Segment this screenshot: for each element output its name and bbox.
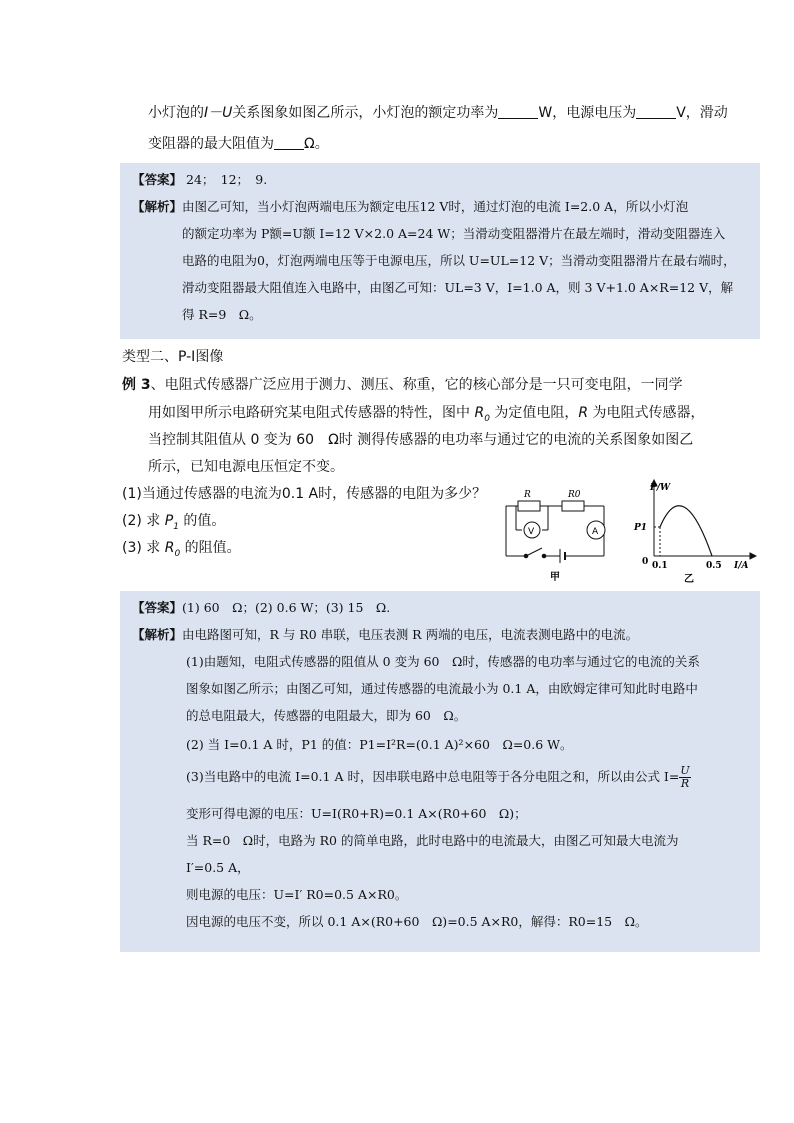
circuit-caption: 甲 — [550, 572, 560, 583]
analysis-2-line-7: 当 R=0 Ω时，电路为 R0 的简单电路，此时电路中的电流最大，由图乙可知最大电流为 — [186, 833, 679, 848]
fraction-denominator: R — [680, 777, 690, 790]
question-text: (3) 求 — [122, 540, 165, 556]
analysis-2-line-0 — [132, 621, 638, 648]
resistor-r0-label: R0 — [568, 490, 581, 500]
answer-label: 【答案】 — [132, 600, 183, 615]
answer-text: (1) 60 Ω；(2) 0.6 W；(3) 15 Ω. — [182, 600, 391, 615]
intro-text: 变阻器的最大阻值为 — [148, 136, 274, 152]
intro-text: 小灯泡的 — [148, 105, 204, 121]
answer-box-2 — [120, 591, 760, 952]
intro-text: 关系图象如图乙所示，小灯泡的额定功率为 — [232, 105, 499, 121]
pi-graph — [632, 478, 757, 586]
analysis-label: 【解析】 — [132, 199, 183, 214]
iu-label: I－U — [204, 105, 233, 121]
graph-x-axis-label: I/A — [734, 561, 749, 571]
analysis-2-line-10: 因电源的电压不变，所以 0.1 A×(R0+60 Ω)=0.5 A×R0，解得：R0=15 Ω。 — [186, 914, 648, 929]
r0-symbol: $R_0$ — [164, 540, 181, 559]
intro-line-1 — [148, 103, 728, 123]
question-1: (1)当通过传感器的电流为0.1 A时，传感器的电阻为多少？ — [122, 486, 487, 502]
section-heading: 类型二、P-I图像 — [122, 349, 224, 365]
r-symbol: R — [578, 405, 589, 421]
analysis-2-line-2: 图象如图乙所示；由图乙可知，通过传感器的电流最小为 0.1 A，由欧姆定律可知此时电路中 — [186, 681, 698, 696]
answer-1-line — [132, 166, 267, 193]
analysis-2-line-8: I′=0.5 A， — [186, 860, 250, 875]
example-text: 为电阻式传感器， — [588, 405, 705, 421]
analysis-2-line-5 — [186, 763, 691, 790]
analysis-text: (3)当电路中的电流 I=0.1 A 时，因串联电路中总电阻等于各分电阻之和，所以由公式 I= — [186, 769, 680, 784]
graph-p1-label: P1 — [634, 523, 648, 533]
question-text: (2) 求 — [122, 513, 165, 529]
example-text: 为定值电阻， — [489, 405, 579, 421]
analysis-1-line-1 — [132, 193, 688, 220]
example-line-4: 所示，已知电源电压恒定不变。 — [148, 459, 344, 475]
p1-symbol: $P_1$ — [164, 513, 179, 532]
intro-text: V，滑动 — [676, 105, 728, 121]
analysis-1-line-4: 滑动变阻器最大阻值连入电路中，由图乙可知：UL=3 V，I=1.0 A，则 3 V+1.0 A×R=12 V，解 — [182, 280, 734, 295]
blank-power — [498, 104, 538, 119]
r0-symbol: $R_0$ — [474, 405, 490, 424]
analysis-1-line-3: 电路的电阻为0，灯泡两端电压等于电源电压，所以 U=UL=12 V；当滑动变阻器滑片在最右端时， — [182, 253, 736, 268]
question-2 — [122, 511, 225, 537]
graph-caption: 乙 — [684, 574, 694, 585]
graph-tick-0-1: 0.1 — [652, 561, 668, 571]
analysis-2-line-1: (1)由题知，电阻式传感器的阻值从 0 变为 60 Ω时，传感器的电功率与通过它的电流的关系 — [186, 654, 700, 669]
analysis-label: 【解析】 — [132, 627, 183, 642]
answer-box-1 — [120, 163, 760, 339]
voltmeter-icon: V — [528, 527, 535, 537]
analysis-2-line-6: 变形可得电源的电压：U=I(R0+R)=0.1 A×(R0+60 Ω)； — [186, 806, 527, 821]
answer-text: 24； 12； 9. — [186, 172, 268, 187]
graph-tick-0-5: 0.5 — [706, 561, 722, 571]
fraction-u-over-r — [679, 765, 690, 790]
question-text: 的阻值。 — [180, 540, 241, 556]
blank-voltage — [636, 104, 676, 119]
example-text: 、电阻式传感器广泛应用于测力、测压、称重，它的核心部分是一只可变电阻，一同学 — [150, 377, 683, 393]
example-text: 用如图甲所示电路研究某电阻式传感器的特性，图中 — [148, 405, 475, 421]
analysis-2-line-4: (2) 当 I=0.1 A 时，P1 的值：P1=I²R=(0.1 A)²×60 Ω=0.6 W。 — [186, 737, 573, 752]
graph-y-axis-label: P/W — [650, 483, 671, 493]
analysis-text: 由图乙可知，当小灯泡两端电压为额定电压12 V时，通过灯泡的电流 I=2.0 A，所以小灯泡 — [182, 199, 689, 214]
example-line-3: 当控制其阻值从 0 变为 60 Ω时 测得传感器的电功率与通过它的电流的关系图象如图乙 — [148, 432, 694, 448]
analysis-2-line-9: 则电源的电压：U=I′ R0=0.5 A×R0。 — [186, 887, 408, 902]
question-3 — [122, 538, 241, 564]
answer-2-line — [132, 594, 390, 621]
answer-label: 【答案】 — [132, 172, 183, 187]
example-line-2 — [148, 403, 705, 429]
intro-text: W，电源电压为 — [538, 105, 637, 121]
analysis-1-line-5: 得 R=9 Ω。 — [182, 307, 262, 322]
analysis-text: 由电路图可知，R 与 R0 串联，电压表测 R 两端的电压，电流表测电路中的电流。 — [182, 627, 639, 642]
resistor-r-label: R — [524, 490, 531, 500]
ammeter-icon: A — [592, 527, 599, 537]
fraction-numerator: U — [680, 764, 690, 777]
analysis-2-line-3: 的总电阻最大，传感器的电阻最大，即为 60 Ω。 — [186, 708, 467, 723]
intro-text: Ω。 — [304, 136, 329, 152]
circuit-diagram — [496, 486, 621, 584]
analysis-1-line-2: 的额定功率为 P额=U额 I=12 V×2.0 A=24 W；当滑动变阻器滑片在最左端时，滑动变阻器连入 — [182, 226, 726, 241]
graph-origin-label: 0 — [642, 557, 649, 567]
example-line-1 — [122, 375, 683, 395]
blank-resistance — [274, 135, 304, 150]
example-label: 例 3 — [122, 377, 151, 393]
intro-line-2 — [148, 134, 329, 154]
question-text: 的值。 — [178, 513, 226, 529]
